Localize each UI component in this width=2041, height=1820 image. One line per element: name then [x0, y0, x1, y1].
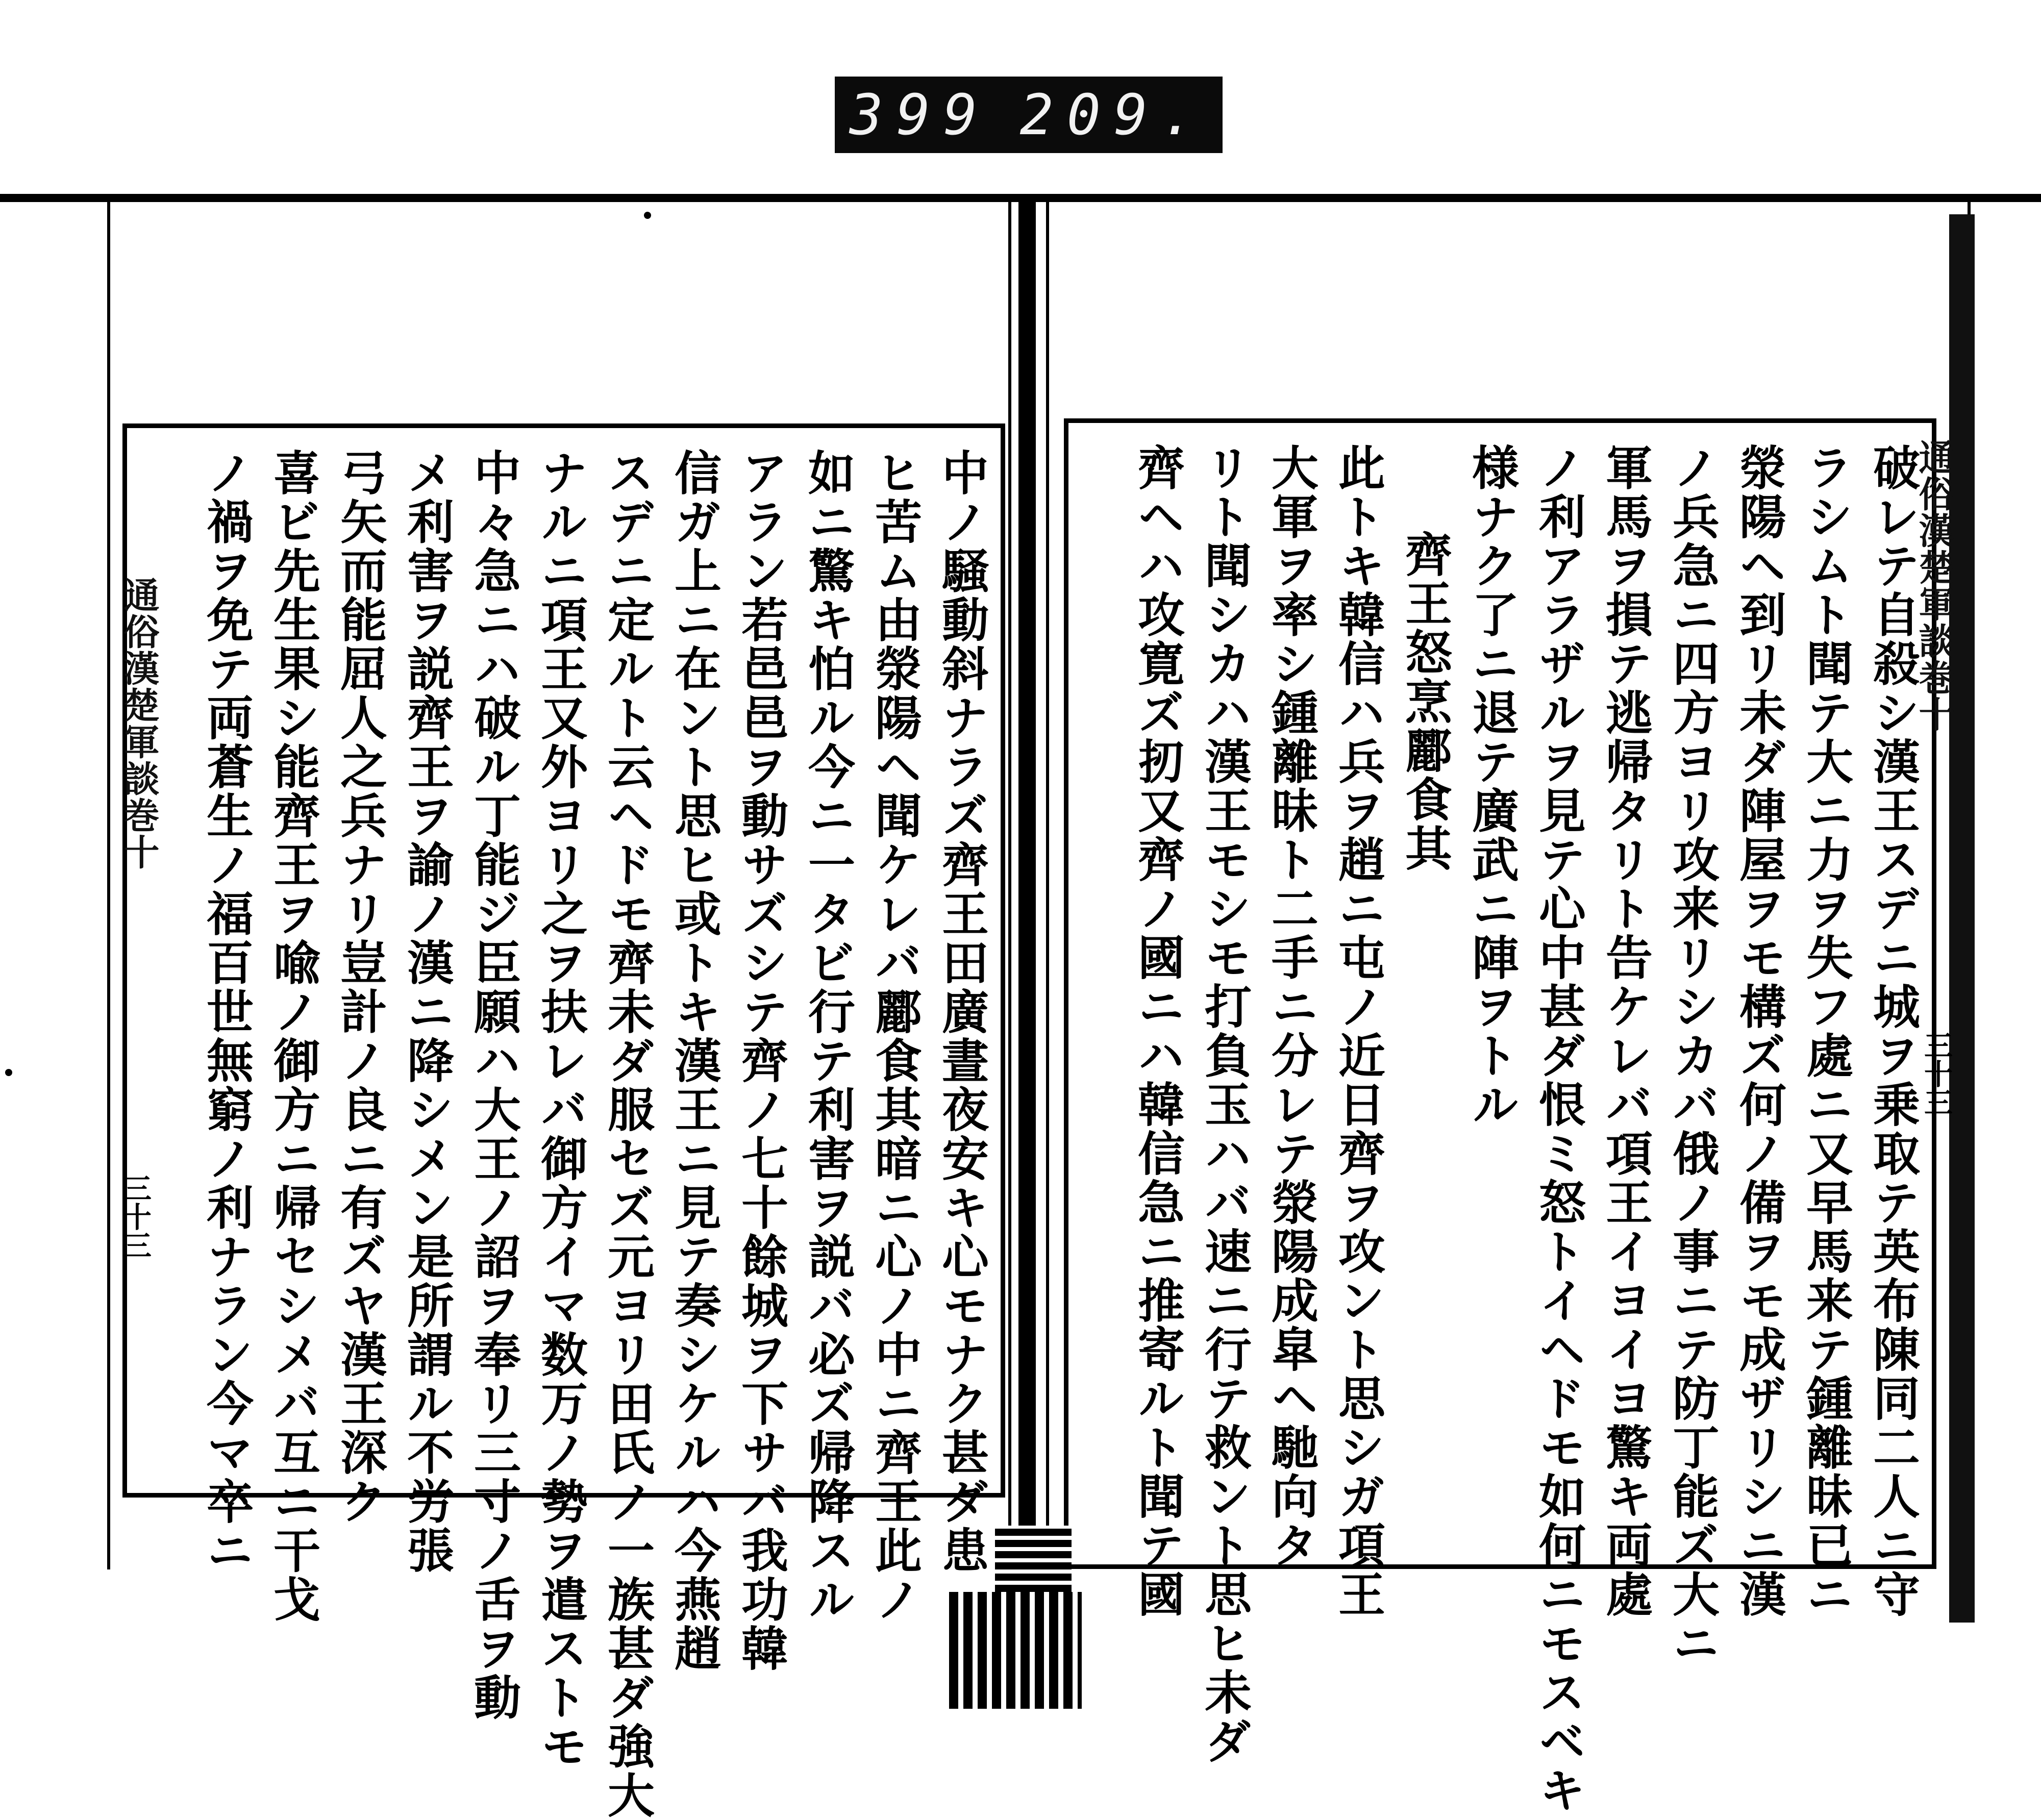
text-column: アラン若邑邑ヲ動サズシテ齊ノ七十餘城ヲ下サバ我功韓 — [734, 448, 789, 1673]
text-column: 弓矢而能屈人之兵ナリ豈計ノ良ニ有ズヤ漢王深ク — [333, 448, 388, 1526]
text-column: ナルニ項王又外ヨリ之ヲ扶レバ御方イマ数万ノ勢ヲ遣ストモ — [533, 448, 588, 1771]
text-column: ノ利アラザルヲ見テ心中甚ダ恨ミ怒トイヘドモ如何ニモスベキ — [1531, 443, 1586, 1815]
right-page-edge-shadow — [1949, 214, 1975, 1623]
text-column: 此トキ韓信ハ兵ヲ趙ニ屯ノ近日齊ヲ攻ント思シガ項王 — [1331, 443, 1386, 1619]
text-column: 中々急ニハ破ル丁能ジ臣願ハ大王ノ詔ヲ奉リ三寸ノ舌ヲ動 — [466, 448, 521, 1722]
archive-number-right: 209. — [1019, 82, 1208, 147]
text-column: ヒ苦ム由滎陽ヘ聞ケレバ酈食其暗ニ心ノ中ニ齊王此ノ — [867, 448, 923, 1624]
text-column: 様ナク了ニ退テ廣武ニ陣ヲトル — [1464, 443, 1520, 1129]
text-column: リト聞シカハ漢王モシモ打負玉ハバ速ニ行テ救ント思ヒ未ダ — [1197, 443, 1252, 1766]
text-column: 軍馬ヲ損テ逃帰タリト告ケレバ項王イヨイヨ驚キ両處 — [1598, 443, 1653, 1619]
text-column: ノ禍ヲ免テ両蒼生ノ福百世無窮ノ利ナラン今マ卒ニ — [199, 448, 254, 1575]
text-column: 大軍ヲ率シ鍾離昧ト二手ニ分レテ滎陽成皐ヘ馳向タ — [1264, 443, 1319, 1570]
section-heading: 齊王怒烹酈食其 — [1398, 530, 1453, 873]
text-column: 如ニ驚キ怕ル今ニ一タビ行テ利害ヲ説バ必ズ帰降スル — [801, 448, 856, 1624]
text-column: 齊ヘハ攻寛ズ扨又齊ノ國ニハ韓信急ニ推寄ルト聞テ國 — [1130, 443, 1185, 1619]
text-column: 中ノ騒動斜ナラズ齊王田廣晝夜安キ心モナク甚ダ患 — [934, 448, 989, 1575]
text-column: 滎陽ヘ到リ未ダ陣屋ヲモ構ズ何ノ備ヲモ成ザリシニ漢 — [1732, 443, 1787, 1619]
left-margin-title: 通俗漢楚軍談巻十 — [118, 577, 160, 870]
left-page-text — [196, 448, 989, 1820]
right-folio: 三十三 — [1920, 1031, 1953, 1116]
scan-speck — [644, 212, 651, 219]
text-column: 喜ビ先生果シ能齊王ヲ喩ノ御方ニ帰セシメバ互ニ干戈 — [266, 448, 321, 1624]
left-folio: 三十三 — [118, 1174, 152, 1259]
archive-number-left: 399 — [849, 82, 991, 147]
archive-number-label — [835, 77, 1223, 153]
text-column: 破レテ自殺シ漢王スデニ城ヲ乗取テ英布陳同二人ニ守 — [1865, 443, 1921, 1619]
left-page-text-frame — [122, 423, 1005, 1820]
text-column: スデニ定ルト云ヘドモ齊未ダ服セズ元ヨリ田氏ノ一族甚ダ強大 — [600, 448, 655, 1820]
text-column: ラシムト聞テ大ニ力ヲ失フ處ニ又早馬来テ鍾離昧已ニ — [1799, 443, 1854, 1619]
spine-foot-shadow — [949, 1592, 1082, 1709]
scan-speck — [5, 1069, 12, 1076]
spine-shadow — [995, 1526, 1072, 1592]
right-margin-title: 通俗漢楚軍談巻十 — [1913, 439, 1955, 733]
book-spine-gutter — [1018, 194, 1036, 1674]
right-page-text — [1128, 443, 1921, 1815]
text-column: ノ兵急ニ四方ヨリ攻来リシカバ俄ノ事ニテ防丁能ズ大ニ — [1665, 443, 1720, 1668]
text-column: メ利害ヲ説齊王ヲ諭ノ漢ニ降シメン是所謂ル不労張 — [400, 448, 455, 1575]
text-column: 信ガ上ニ在ント思ヒ或トキ漢王ニ見テ奏シケルハ今燕趙 — [667, 448, 722, 1673]
right-page-text-frame — [1064, 418, 1936, 1815]
